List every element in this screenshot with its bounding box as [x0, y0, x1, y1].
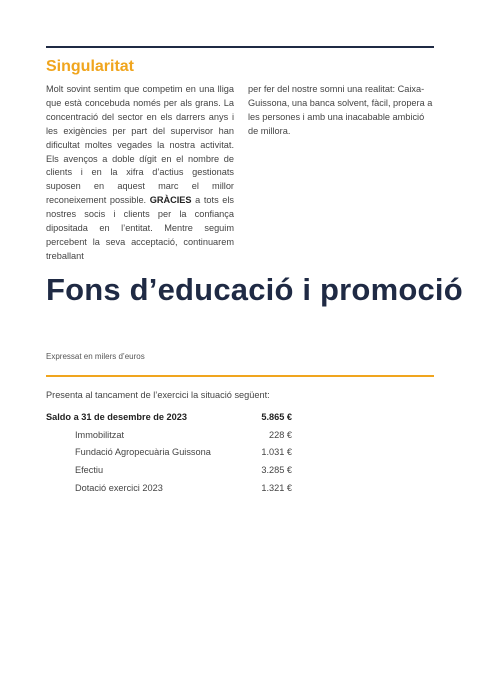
table-row: [46, 461, 292, 479]
row-label: Dotació exercici 2023: [75, 482, 163, 493]
intro-text: Presenta al tancament de l’exercici la situació següent:: [46, 390, 270, 400]
row-value: 228 €: [269, 429, 292, 440]
table-row: [46, 426, 292, 444]
row-label: Immobilitzat: [75, 429, 125, 440]
row-value: 1.031 €: [261, 447, 292, 458]
section-title: Singularitat: [46, 58, 135, 75]
top-divider: [46, 46, 434, 48]
page-title: Fons d’educació i promoció: [46, 272, 463, 307]
paragraph-text-part-1: Molt sovint sentim que competim en una lliga que està concebuda només per als grans. La concentració del sector en els darrers anys i les exigències per part del supervisor han dificultat moltes vegades la nostra activitat. Els avenços a doble dígit en el nombre de clients i en la xifra d’actius gestionats suposen en aquest marc el millor reconeixement possible.: [46, 84, 234, 206]
text-column-right: per fer del nostre somni una realitat: Caixa-Guissona, una banca solvent, fàcil, propera a les persones i amb una inacabable ambició de millora.: [248, 84, 433, 136]
units-subtitle: Expressat en milers d’euros: [46, 352, 145, 361]
row-value: 3.285 €: [261, 464, 292, 475]
table-row: [46, 443, 292, 461]
fund-table: [46, 408, 292, 496]
table-row: [46, 479, 292, 497]
row-label: Fundació Agropecuària Guissona: [75, 447, 211, 458]
row-value: 1.321 €: [261, 482, 292, 493]
total-label: Saldo a 31 de desembre de 2023: [46, 411, 187, 422]
orange-divider: [46, 375, 434, 377]
thanks-bold-text: GRÀCIES: [149, 195, 192, 206]
table-row-total: [46, 408, 292, 426]
paragraph-text-part-2: a tots els nostres socis i clients per la confiança dipositada en l’entitat. Mentre seguim percebent la seva acceptació, continuarem treballant: [46, 195, 234, 261]
row-label: Efectiu: [75, 464, 104, 475]
total-value: 5.865 €: [261, 411, 292, 422]
text-column-left: [46, 83, 234, 264]
